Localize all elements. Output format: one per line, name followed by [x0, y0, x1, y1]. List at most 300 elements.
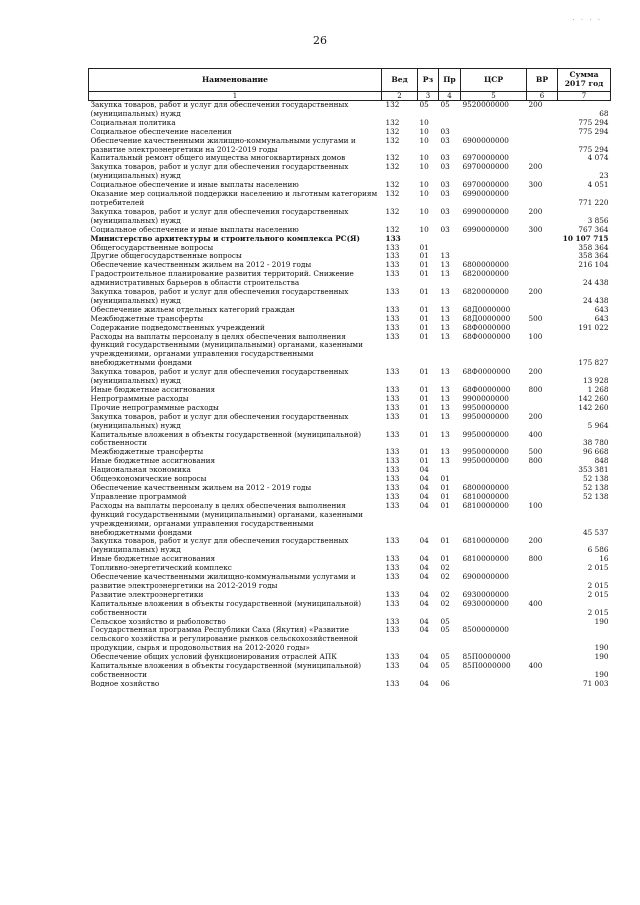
- row-rz-cell: 01: [419, 367, 429, 377]
- row-vr-cell: 300: [528, 224, 543, 234]
- row-name-cell: Социальное обеспечение и иные выплаты населению: [90, 224, 299, 234]
- row-rz-cell: 01: [419, 260, 429, 270]
- row-sum-cell: 775 294: [578, 117, 609, 127]
- row-csr-cell: 6800000000: [462, 260, 509, 270]
- row-sum-cell: 190: [594, 670, 609, 679]
- row-csr-cell: 6990000000: [462, 206, 509, 216]
- row-pr-cell: 05: [440, 661, 450, 671]
- row-pr-cell: 13: [440, 269, 450, 279]
- row-ved-cell: 133: [385, 260, 400, 270]
- row-rz-cell: 01: [419, 287, 429, 297]
- row-csr-cell: 8500000000: [462, 625, 509, 635]
- row-ved-cell: 133: [385, 678, 400, 688]
- row-rz-cell: 04: [419, 598, 429, 608]
- row-sum-cell: 2 015: [587, 589, 609, 599]
- row-pr-cell: 01: [440, 491, 450, 501]
- row-pr-cell: [439, 235, 461, 244]
- row-vr-cell: 500: [528, 313, 543, 323]
- row-vr-cell: 200: [528, 367, 543, 377]
- row-vr-cell: 200: [528, 206, 543, 216]
- row-pr-cell: 05: [440, 625, 450, 635]
- row-rz-cell: 01: [419, 304, 429, 314]
- row-pr-cell: 13: [440, 447, 450, 457]
- row-csr-cell: 68Ф0000000: [462, 385, 511, 394]
- row-sum-cell: 45 537: [582, 527, 609, 537]
- row-vr-cell: [527, 252, 558, 261]
- table-row: [89, 163, 611, 181]
- row-vr-cell: 400: [528, 598, 543, 608]
- row-name-cell: Обеспечение качественным жильем на 2012 - 2019 годы: [90, 482, 312, 492]
- table-row: [89, 333, 611, 369]
- row-ved-cell: 132: [385, 100, 400, 109]
- row-vr-cell: 400: [528, 661, 543, 671]
- table-row: [89, 190, 611, 208]
- row-csr-cell: 6810000000: [462, 491, 509, 501]
- row-name-cell: Закупка товаров, работ и услуг для обеспечения государственных (муниципальных) нужд: [90, 206, 349, 225]
- row-csr-cell: 68Ф0000000: [462, 331, 511, 341]
- row-ved-cell: 132: [385, 162, 400, 172]
- row-csr-cell: 6810000000: [462, 500, 509, 510]
- row-name-cell: Капитальные вложения в объекты государственной (муниципальной) собственности: [90, 429, 362, 448]
- row-rz-cell: 04: [419, 563, 429, 573]
- row-ved-cell: 133: [385, 500, 400, 510]
- header-rz: Рз: [418, 69, 439, 92]
- row-ved-cell: 132: [385, 224, 400, 234]
- row-ved-cell: 133: [385, 554, 400, 564]
- row-name-cell: Обеспечение качественными жилищно-коммунальными услугами и развитие электроэнергетики на 2012-2019 годы: [90, 572, 356, 590]
- row-csr-cell: 6970000000: [462, 162, 509, 172]
- row-rz-cell: 10: [419, 117, 429, 127]
- row-rz-cell: 01: [419, 242, 429, 252]
- row-vr-cell: 100: [528, 331, 543, 341]
- row-ved-cell: 133: [385, 447, 400, 457]
- row-csr-cell: [461, 235, 527, 244]
- row-name-cell: Развитие электроэнергетики: [90, 589, 204, 599]
- row-vr-cell: [527, 270, 558, 288]
- row-rz-cell: 04: [419, 678, 429, 688]
- row-sum-cell: 71 003: [582, 678, 609, 688]
- row-pr-cell: 03: [440, 162, 450, 172]
- row-name-cell: Обеспечение жильем отдельных категорий граждан: [90, 304, 295, 314]
- row-rz-cell: 01: [419, 269, 429, 279]
- row-ved-cell: 133: [385, 652, 400, 662]
- column-number: 5: [461, 92, 527, 101]
- row-rz-cell: 01: [419, 393, 429, 403]
- row-sum-cell: 216 104: [578, 260, 609, 270]
- row-rz-cell: 01: [419, 447, 429, 457]
- row-csr-cell: 68Д0000000: [462, 304, 511, 314]
- row-ved-cell: 133: [385, 598, 400, 608]
- row-pr-cell: 05: [440, 652, 450, 662]
- row-csr-cell: 6820000000: [462, 287, 509, 297]
- row-sum-cell: 643: [594, 313, 609, 323]
- row-pr-cell: 05: [440, 616, 450, 626]
- row-vr-cell: [527, 573, 558, 591]
- header-pr: Пр: [439, 69, 461, 92]
- row-sum-cell: 2 015: [587, 580, 609, 590]
- row-pr-cell: 05: [440, 100, 450, 109]
- row-sum-cell: 13 928: [582, 376, 609, 386]
- row-pr-cell: 13: [440, 385, 450, 394]
- row-csr-cell: 6800000000: [462, 482, 509, 492]
- row-ved-cell: 133: [385, 465, 400, 475]
- row-sum-cell: 775 294: [578, 144, 609, 154]
- column-number: 3: [418, 92, 439, 101]
- row-ved-cell: 133: [385, 242, 400, 252]
- row-pr-cell: 03: [440, 135, 450, 145]
- row-name-cell: Закупка товаров, работ и услуг для обеспечения государственных (муниципальных) нужд: [90, 287, 349, 305]
- row-name-cell: Социальное обеспечение и иные выплаты населению: [90, 180, 299, 190]
- row-rz-cell: 01: [419, 331, 429, 341]
- row-sum-cell: 16: [599, 554, 609, 564]
- row-sum-cell: 175 827: [578, 358, 609, 368]
- row-rz-cell: 01: [419, 385, 429, 394]
- row-sum-cell: 1 268: [587, 385, 609, 394]
- row-name-cell: Расходы на выплаты персоналу в целях обеспечения выполнения функций государственными (муниципальными) органами, казенными учреждениями, органами управления государственными внебюджетными фондами: [90, 500, 363, 537]
- column-number: 7: [558, 92, 611, 101]
- row-sum-cell: 353 381: [578, 465, 609, 475]
- row-vr-cell: 100: [528, 500, 543, 510]
- row-sum-cell: 767 364: [578, 224, 609, 234]
- row-name-cell: Обеспечение качественными жилищно-коммунальными услугами и развитие электроэнергетики на 2012-2019 годы: [90, 135, 356, 154]
- table-row: [89, 600, 611, 618]
- row-vr-cell: 200: [528, 536, 543, 546]
- row-ved-cell: 133: [385, 661, 400, 671]
- row-pr-cell: 13: [440, 367, 450, 377]
- row-name-cell: Оказание мер социальной поддержки населению и льготным категориям потребителей: [90, 189, 378, 207]
- row-ved-cell: 132: [385, 126, 400, 136]
- row-rz-cell: 10: [419, 135, 429, 145]
- row-pr-cell: 01: [440, 554, 450, 564]
- budget-table: [88, 68, 611, 689]
- row-name-cell: Расходы на выплаты персоналу в целях обеспечения выполнения функций государственными (муниципальными) органами, казенными учреждениями, органами управления государственными внебюджетными фондами: [90, 331, 363, 368]
- row-name-cell: Иные бюджетные ассигнования: [90, 554, 216, 564]
- row-ved-cell: 133: [385, 304, 400, 314]
- row-csr-cell: 6810000000: [462, 536, 509, 546]
- row-ved-cell: 133: [385, 393, 400, 403]
- row-sum-cell: 52 138: [582, 491, 609, 501]
- row-rz-cell: 10: [419, 162, 429, 172]
- row-csr-cell: 68Ф0000000: [462, 322, 511, 332]
- row-pr-cell: 01: [440, 474, 450, 484]
- row-csr-cell: 6970000000: [462, 180, 509, 190]
- row-name-cell: Водное хозяйство: [90, 678, 160, 688]
- row-name-cell: Закупка товаров, работ и услуг для обеспечения государственных (муниципальных) нужд: [90, 100, 349, 118]
- row-csr-cell: 9520000000: [462, 100, 509, 109]
- row-rz-cell: 04: [419, 589, 429, 599]
- row-name-cell: Государственная программа Республики Саха (Якутия) «Развитие сельского хозяйства и регулирование рынков сельскохозяйственной продукции, сырья и продовольствия на 2012-2020 годы»: [90, 625, 358, 653]
- row-name-cell: Закупка товаров, работ и услуг для обеспечения государственных (муниципальных) нужд: [90, 411, 349, 430]
- row-sum-cell: 643: [594, 304, 609, 314]
- row-vr-cell: [527, 475, 558, 484]
- row-pr-cell: 13: [440, 313, 450, 323]
- row-pr-cell: 13: [440, 322, 450, 332]
- row-csr-cell: 6990000000: [462, 189, 509, 199]
- row-vr-cell: [527, 261, 558, 270]
- row-name-cell: Межбюджетные трансферты: [90, 313, 204, 323]
- row-csr-cell: 68Д0000000: [462, 313, 511, 323]
- row-name-cell: Капитальные вложения в объекты государственной (муниципальной) собственности: [90, 598, 362, 617]
- table-row: [89, 680, 611, 689]
- row-name-cell: Содержание подведомственных учреждений: [90, 322, 265, 332]
- row-pr-cell: 13: [440, 260, 450, 270]
- row-sum-cell: 190: [594, 652, 609, 662]
- row-csr-cell: 6990000000: [462, 224, 509, 234]
- row-sum-cell: 3 856: [587, 215, 609, 225]
- header-name: Наименование: [89, 69, 382, 92]
- row-csr-cell: 9950000000: [462, 447, 509, 457]
- row-rz-cell: 04: [419, 465, 429, 475]
- row-sum-cell: 848: [594, 456, 609, 466]
- table-row: [89, 502, 611, 538]
- row-pr-cell: 03: [440, 153, 450, 163]
- row-sum-cell: 358 364: [578, 242, 609, 252]
- row-rz-cell: 01: [419, 313, 429, 323]
- row-sum-cell: 38 780: [582, 438, 609, 448]
- row-vr-cell: 800: [528, 385, 543, 394]
- row-pr-cell: 03: [440, 180, 450, 190]
- row-rz-cell: 04: [419, 616, 429, 626]
- row-ved-cell: 133: [385, 331, 400, 341]
- row-pr-cell: 03: [440, 126, 450, 136]
- row-name-cell: Обеспечение качественным жильем на 2012 - 2019 годы: [90, 260, 312, 270]
- row-vr-cell: [527, 244, 558, 253]
- row-pr-cell: 13: [440, 287, 450, 297]
- row-sum-cell: 6 586: [587, 545, 609, 555]
- row-name-cell: Управление программой: [90, 491, 187, 501]
- row-name-cell: Межбюджетные трансферты: [90, 447, 204, 457]
- row-vr-cell: [527, 119, 558, 128]
- row-ved-cell: 133: [385, 474, 400, 484]
- row-rz-cell: 10: [419, 206, 429, 216]
- row-csr-cell: 6810000000: [462, 554, 509, 564]
- row-name-cell: Другие общегосударственные вопросы: [90, 251, 242, 261]
- row-csr-cell: [461, 244, 527, 253]
- row-ved-cell: 132: [385, 189, 400, 199]
- row-rz-cell: 04: [419, 482, 429, 492]
- row-pr-cell: 02: [440, 598, 450, 608]
- row-vr-cell: [527, 137, 558, 155]
- row-csr-cell: [461, 680, 527, 689]
- row-ved-cell: 133: [385, 625, 400, 635]
- row-ved-cell: 133: [385, 251, 400, 261]
- row-csr-cell: 85П0000000: [462, 661, 511, 671]
- row-csr-cell: 6820000000: [462, 269, 509, 279]
- row-name-cell: Министерство архитектуры и строительного комплекса РС(Я): [90, 233, 360, 243]
- row-sum-cell: 190: [594, 643, 609, 653]
- row-sum-cell: 5 964: [587, 420, 609, 430]
- row-csr-cell: 9900000000: [462, 393, 509, 403]
- row-rz-cell: 10: [419, 126, 429, 136]
- row-name-cell: Закупка товаров, работ и услуг для обеспечения государственных (муниципальных) нужд: [90, 367, 349, 386]
- table-row: [89, 208, 611, 226]
- row-sum-cell: 10 107 715: [562, 233, 609, 243]
- table-row: [89, 537, 611, 555]
- row-sum-cell: 2 015: [587, 607, 609, 617]
- row-pr-cell: 13: [440, 429, 450, 439]
- row-ved-cell: 133: [385, 233, 401, 243]
- row-pr-cell: 13: [440, 402, 450, 412]
- row-ved-cell: 133: [385, 491, 400, 501]
- column-number: 4: [439, 92, 461, 101]
- row-name-cell: Градостроительное планирование развития территорий. Снижение административных барьеров в области строительства: [90, 269, 354, 288]
- row-pr-cell: 01: [440, 500, 450, 510]
- row-rz-cell: 04: [419, 572, 429, 582]
- table-body: [89, 101, 611, 689]
- row-vr-cell: 800: [528, 554, 543, 564]
- header-ved: Вед: [382, 69, 418, 92]
- page-number: 26: [313, 34, 327, 47]
- row-ved-cell: 133: [385, 456, 400, 466]
- row-sum-cell: 52 138: [582, 474, 609, 484]
- column-number: 2: [382, 92, 418, 101]
- row-ved-cell: 133: [385, 322, 400, 332]
- row-pr-cell: 13: [440, 393, 450, 403]
- row-vr-cell: [527, 128, 558, 137]
- row-ved-cell: 132: [385, 135, 400, 145]
- row-vr-cell: 300: [528, 180, 543, 190]
- row-rz-cell: 10: [419, 153, 429, 163]
- row-ved-cell: 133: [385, 572, 400, 582]
- row-name-cell: Социальное обеспечение населения: [90, 126, 232, 136]
- row-name-cell: Капитальные вложения в объекты государственной (муниципальной) собственности: [90, 661, 362, 679]
- row-sum-cell: 142 260: [578, 393, 609, 403]
- row-vr-cell: [527, 484, 558, 493]
- row-vr-cell: [527, 190, 558, 208]
- row-sum-cell: 190: [594, 616, 609, 626]
- row-vr-cell: [527, 626, 558, 653]
- row-sum-cell: 68: [599, 108, 609, 118]
- row-sum-cell: 775 294: [578, 126, 609, 136]
- row-sum-cell: 96 668: [582, 447, 609, 457]
- row-csr-cell: [461, 466, 527, 475]
- row-vr-cell: [527, 466, 558, 475]
- row-sum-cell: 52 138: [582, 482, 609, 492]
- row-csr-cell: 9950000000: [462, 429, 509, 439]
- row-csr-cell: 6900000000: [462, 572, 509, 582]
- row-ved-cell: 133: [385, 313, 400, 323]
- row-rz-cell: 01: [419, 429, 429, 439]
- row-ved-cell: 133: [385, 269, 400, 279]
- row-pr-cell: 02: [440, 589, 450, 599]
- row-rz-cell: 10: [419, 224, 429, 234]
- row-pr-cell: 13: [440, 331, 450, 341]
- row-name-cell: Социальная политика: [90, 117, 176, 127]
- row-csr-cell: 6930000000: [462, 589, 509, 599]
- row-vr-cell: 200: [528, 100, 543, 109]
- row-ved-cell: 133: [385, 616, 400, 626]
- header-vr: ВР: [527, 69, 558, 92]
- row-vr-cell: [527, 564, 558, 573]
- row-rz-cell: 04: [419, 554, 429, 564]
- header-row: [89, 69, 611, 92]
- row-pr-cell: 06: [440, 678, 450, 688]
- table-row: [89, 413, 611, 431]
- row-ved-cell: 132: [385, 153, 400, 163]
- row-csr-cell: [461, 119, 527, 128]
- row-name-cell: Сельское хозяйство и рыболовство: [90, 616, 226, 626]
- row-pr-cell: 02: [440, 572, 450, 582]
- row-csr-cell: 6900000000: [462, 135, 509, 145]
- row-csr-cell: 9950000000: [462, 402, 509, 412]
- row-pr-cell: 13: [440, 456, 450, 466]
- row-rz-cell: 01: [419, 322, 429, 332]
- row-sum-cell: 4 051: [587, 180, 609, 190]
- row-rz-cell: 10: [419, 189, 429, 199]
- row-pr-cell: 01: [440, 482, 450, 492]
- table-row: [89, 137, 611, 155]
- row-sum-cell: 358 364: [578, 251, 609, 261]
- row-pr-cell: 01: [440, 536, 450, 546]
- row-csr-cell: 9950000000: [462, 456, 509, 466]
- row-csr-cell: 6970000000: [462, 153, 509, 163]
- row-vr-cell: [527, 618, 558, 627]
- row-name-cell: Обеспечение общих условий функционирования отраслей АПК: [90, 652, 337, 662]
- row-name-cell: Национальная экономика: [90, 465, 191, 475]
- row-sum-cell: 771 220: [578, 197, 609, 207]
- row-name-cell: Иные бюджетные ассигнования: [90, 456, 216, 466]
- table-row: [89, 270, 611, 288]
- row-vr-cell: [527, 235, 558, 244]
- row-vr-cell: 200: [528, 411, 543, 421]
- row-rz-cell: 10: [419, 180, 429, 190]
- row-ved-cell: 133: [385, 536, 400, 546]
- row-sum-cell: 2 015: [587, 563, 609, 573]
- row-pr-cell: 13: [440, 251, 450, 261]
- header-sum: Сумма 2017 год: [558, 69, 611, 92]
- row-vr-cell: 400: [528, 429, 543, 439]
- table-row: [89, 288, 611, 306]
- row-ved-cell: 133: [385, 402, 400, 412]
- row-pr-cell: 03: [440, 189, 450, 199]
- row-name-cell: Закупка товаров, работ и услуг для обеспечения государственных (муниципальных) нужд: [90, 536, 349, 555]
- row-vr-cell: 200: [528, 287, 543, 297]
- row-ved-cell: 132: [385, 180, 400, 190]
- row-ved-cell: 132: [385, 206, 400, 216]
- row-rz-cell: 04: [419, 491, 429, 501]
- row-vr-cell: [527, 680, 558, 689]
- row-csr-cell: 68Ф0000000: [462, 367, 511, 377]
- row-pr-cell: 03: [440, 224, 450, 234]
- row-name-cell: Закупка товаров, работ и услуг для обеспечения государственных (муниципальных) нужд: [90, 162, 349, 181]
- table-row: [89, 573, 611, 591]
- table-row: [89, 368, 611, 386]
- row-csr-cell: 6930000000: [462, 598, 509, 608]
- row-vr-cell: 500: [528, 447, 543, 457]
- row-rz-cell: 05: [419, 100, 429, 109]
- row-csr-cell: 9950000000: [462, 411, 509, 421]
- row-name-cell: Иные бюджетные ассигнования: [90, 385, 216, 394]
- table-row: [89, 431, 611, 449]
- row-name-cell: Общеэкономические вопросы: [90, 474, 207, 484]
- row-name-cell: Топливно-энергетический комплекс: [90, 563, 232, 573]
- row-vr-cell: 800: [528, 456, 543, 466]
- table-row: [89, 101, 611, 119]
- row-name-cell: Общегосударственные вопросы: [90, 242, 214, 252]
- row-rz-cell: 01: [419, 402, 429, 412]
- row-pr-cell: 03: [440, 206, 450, 216]
- table-row: [89, 626, 611, 653]
- row-sum-cell: 142 260: [578, 402, 609, 412]
- row-ved-cell: 133: [385, 482, 400, 492]
- row-sum-cell: 4 074: [587, 153, 609, 163]
- row-rz-cell: 04: [419, 536, 429, 546]
- row-rz-cell: 04: [419, 625, 429, 635]
- row-vr-cell: 200: [528, 162, 543, 172]
- row-vr-cell: [527, 395, 558, 404]
- corner-marks: . . . .: [572, 14, 602, 22]
- row-rz-cell: 04: [419, 661, 429, 671]
